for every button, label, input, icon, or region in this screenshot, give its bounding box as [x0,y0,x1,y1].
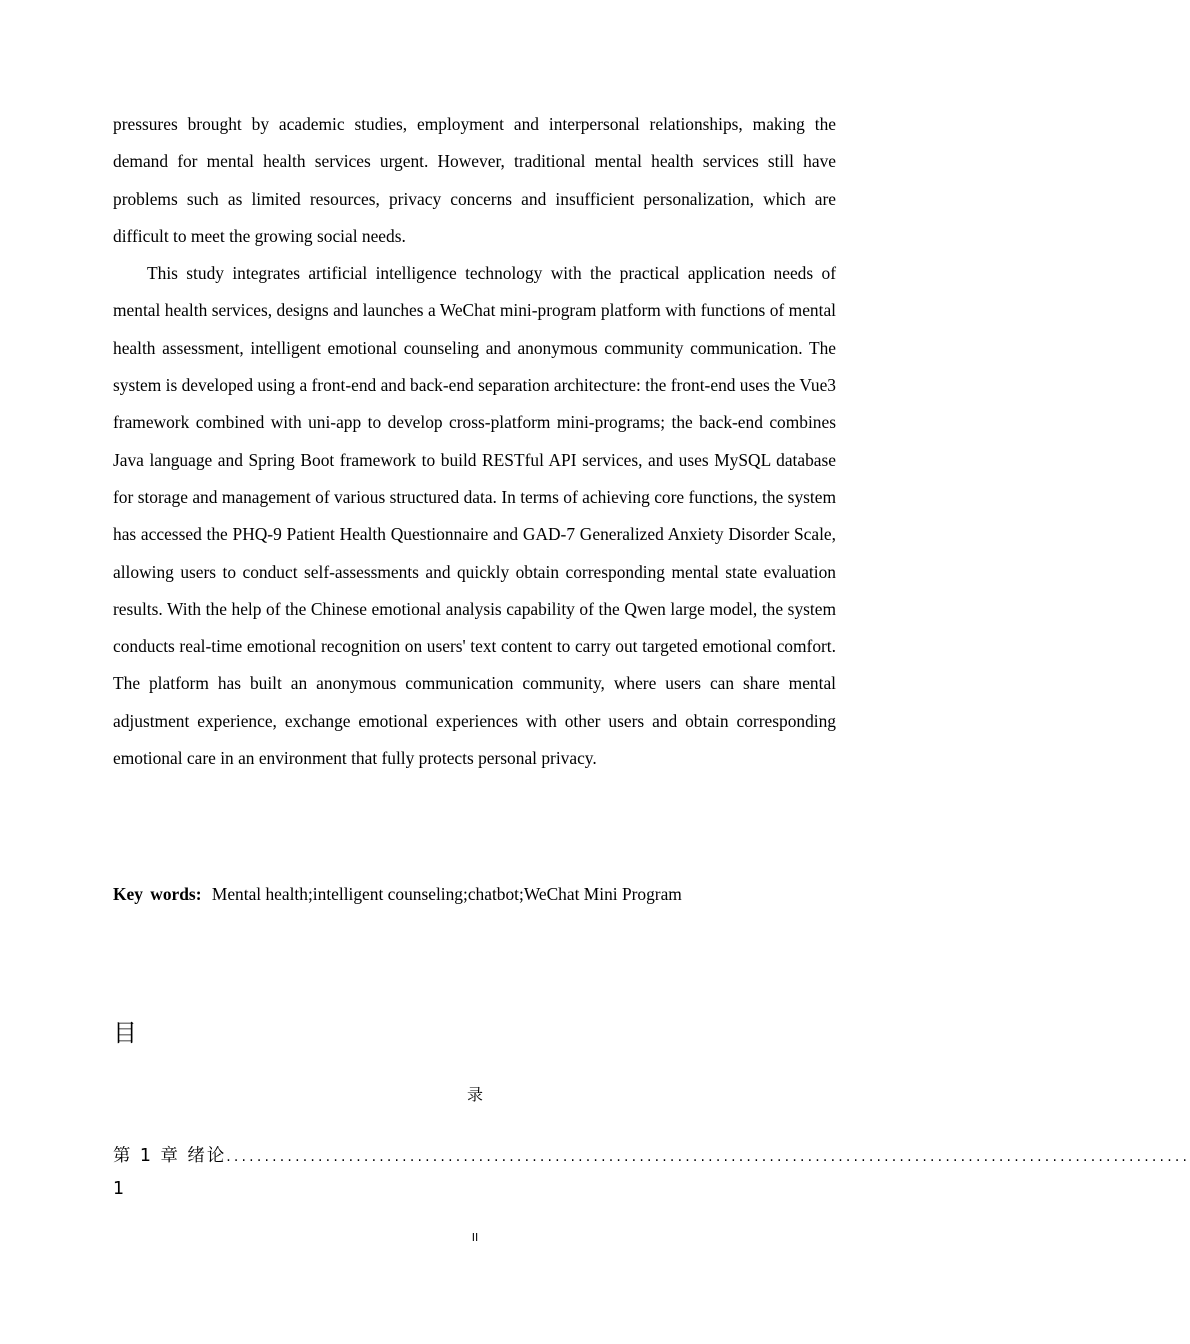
keywords-value: Mental health;intelligent counseling;chatbot;WeChat Mini Program [211,884,682,904]
toc-title-second-char: 录 [466,1085,483,1104]
english-abstract [113,106,836,777]
abstract-paragraph-1: pressures brought by academic studies, employment and interpersonal relationships, making the demand for mental health services urgent. However, traditional mental health services still have problems such as limited resources, privacy concerns and insufficient personalization, which are difficult to meet the growing social needs. [113,114,836,246]
toc-entry-line [113,1140,1190,1173]
keywords-line [113,876,836,913]
toc-entry-label: 第 1 章 绪论 [113,1146,227,1166]
abstract-paragraph-2: This study integrates artificial intelligence technology with the practical application needs of mental health services, designs and launches a WeChat mini-program platform with functions of mental health assessment, intelligent emotional counseling and anonymous community communication. The system is developed using a front-end and back-end separation architecture: the front-end uses the Vue3 framework combined with uni-app to develop cross-platform mini-programs; the back-end combines Java language and Spring Boot framework to build RESTful API services, and uses MySQL database for storage and management of various structured data. In terms of achieving core functions, the system has accessed the PHQ-9 Patient Health Questionnaire and GAD-7 Generalized Anxiety Disorder Scale, allowing users to conduct self-assessments and quickly obtain corresponding mental state evaluation results. With the help of the Chinese emotional analysis capability of the Qwen large model, the system conducts real-time emotional recognition on users' text content to carry out targeted emotional comfort. The platform has built an anonymous communication community, where users can share mental adjustment experience, exchange emotional experiences with other users and obtain corresponding emotional care in an environment that fully protects personal privacy. [113,263,837,769]
toc-title-first-char: 目 [113,1019,137,1047]
toc-entry-chapter-1[interactable] [113,1140,1190,1205]
page-number: II [471,1231,479,1244]
keywords-label: Key words: [113,884,202,904]
toc-entry-page-number: 1 [113,1179,125,1199]
toc-entry-leader-dots: .............................................................................................................................. [226,1149,1190,1165]
